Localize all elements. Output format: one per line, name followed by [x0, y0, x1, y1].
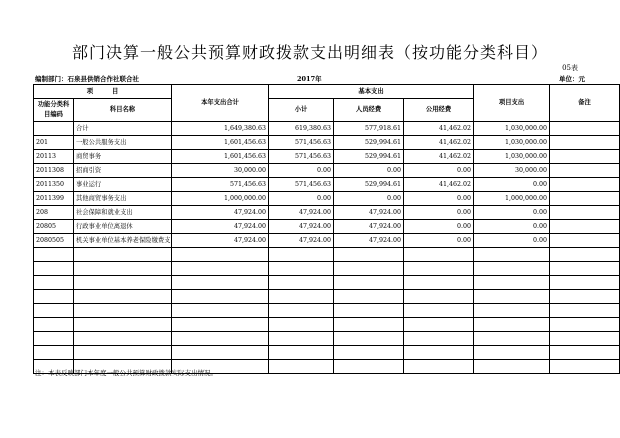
- cell-public: 41,462.02: [404, 150, 474, 164]
- cell-subtotal: 47,924.00: [269, 234, 334, 248]
- empty-row: [34, 290, 620, 304]
- empty-cell: [334, 346, 404, 360]
- cell-remark: [550, 122, 620, 136]
- cell-total: 30,000.00: [172, 164, 269, 178]
- cell-code: 2011350: [34, 178, 74, 192]
- cell-name: 机关事业单位基本养老保险缴费支: [74, 234, 172, 248]
- cell-total: 47,924.00: [172, 206, 269, 220]
- empty-cell: [550, 346, 620, 360]
- empty-row: [34, 262, 620, 276]
- cell-public: 0.00: [404, 206, 474, 220]
- empty-cell: [172, 304, 269, 318]
- empty-cell: [334, 248, 404, 262]
- cell-name: 一般公共服务支出: [74, 136, 172, 150]
- empty-cell: [172, 262, 269, 276]
- cell-remark: [550, 164, 620, 178]
- cell-name: 合计: [74, 122, 172, 136]
- org-label: 编制部门：石泉县供销合作社联合社: [35, 75, 139, 83]
- empty-cell: [74, 318, 172, 332]
- cell-public: 0.00: [404, 164, 474, 178]
- cell-code: 201: [34, 136, 74, 150]
- cell-subtotal: 619,380.63: [269, 122, 334, 136]
- empty-cell: [34, 262, 74, 276]
- empty-cell: [474, 276, 550, 290]
- empty-cell: [74, 332, 172, 346]
- empty-cell: [172, 248, 269, 262]
- empty-cell: [550, 248, 620, 262]
- empty-cell: [474, 318, 550, 332]
- empty-row: [34, 276, 620, 290]
- cell-personnel: 47,924.00: [334, 220, 404, 234]
- cell-name: 社会保障和就业支出: [74, 206, 172, 220]
- empty-cell: [34, 248, 74, 262]
- empty-cell: [334, 332, 404, 346]
- header-public: 公用经费: [404, 99, 474, 122]
- header-basic: 基本支出: [269, 85, 474, 99]
- empty-cell: [474, 248, 550, 262]
- empty-cell: [34, 318, 74, 332]
- cell-remark: [550, 178, 620, 192]
- empty-cell: [34, 290, 74, 304]
- empty-cell: [269, 346, 334, 360]
- empty-cell: [550, 290, 620, 304]
- empty-cell: [550, 360, 620, 374]
- year-label: 2017年: [297, 75, 322, 83]
- table-body: [34, 122, 620, 374]
- cell-subtotal: 571,456.63: [269, 178, 334, 192]
- empty-cell: [74, 276, 172, 290]
- cell-project: 0.00: [474, 206, 550, 220]
- cell-project: 1,000,000.00: [474, 192, 550, 206]
- empty-cell: [474, 360, 550, 374]
- cell-project: 0.00: [474, 178, 550, 192]
- cell-name: 商贸事务: [74, 150, 172, 164]
- cell-total: 47,924.00: [172, 220, 269, 234]
- empty-cell: [550, 318, 620, 332]
- table-row: [34, 150, 620, 164]
- empty-cell: [172, 346, 269, 360]
- cell-personnel: 577,918.61: [334, 122, 404, 136]
- empty-cell: [74, 248, 172, 262]
- empty-cell: [404, 276, 474, 290]
- empty-cell: [172, 290, 269, 304]
- empty-cell: [404, 248, 474, 262]
- empty-cell: [269, 318, 334, 332]
- empty-cell: [474, 346, 550, 360]
- empty-cell: [269, 276, 334, 290]
- cell-personnel: 529,994.61: [334, 150, 404, 164]
- cell-public: 41,462.02: [404, 136, 474, 150]
- cell-code: 2011308: [34, 164, 74, 178]
- cell-public: 0.00: [404, 234, 474, 248]
- header-code: 功能分类科目编码: [34, 99, 74, 122]
- table-row: [34, 234, 620, 248]
- empty-cell: [550, 304, 620, 318]
- footnote: 注：本表反映部门本年度一般公共预算财政拨款实际支出情况。: [35, 369, 217, 377]
- header-total: 本年支出合计: [172, 85, 269, 122]
- empty-row: [34, 318, 620, 332]
- cell-remark: [550, 136, 620, 150]
- header-subtotal: 小计: [269, 99, 334, 122]
- empty-cell: [172, 318, 269, 332]
- empty-cell: [474, 332, 550, 346]
- cell-project: 1,030,000.00: [474, 136, 550, 150]
- empty-cell: [269, 332, 334, 346]
- cell-total: 1,000,000.00: [172, 192, 269, 206]
- empty-cell: [334, 304, 404, 318]
- cell-personnel: 47,924.00: [334, 234, 404, 248]
- cell-subtotal: 571,456.63: [269, 150, 334, 164]
- expenditure-table: [33, 84, 620, 374]
- empty-cell: [172, 332, 269, 346]
- cell-project: 0.00: [474, 234, 550, 248]
- cell-personnel: 0.00: [334, 164, 404, 178]
- empty-cell: [334, 290, 404, 304]
- cell-public: 41,462.02: [404, 178, 474, 192]
- cell-public: 41,462.02: [404, 122, 474, 136]
- empty-cell: [34, 276, 74, 290]
- cell-subtotal: 0.00: [269, 192, 334, 206]
- header-item: 项 目: [34, 85, 172, 99]
- cell-total: 571,456.63: [172, 178, 269, 192]
- cell-remark: [550, 206, 620, 220]
- empty-row: [34, 304, 620, 318]
- empty-cell: [474, 262, 550, 276]
- empty-cell: [550, 262, 620, 276]
- cell-subtotal: 47,924.00: [269, 206, 334, 220]
- cell-remark: [550, 150, 620, 164]
- cell-name: 事业运行: [74, 178, 172, 192]
- empty-cell: [74, 304, 172, 318]
- cell-subtotal: 0.00: [269, 164, 334, 178]
- cell-personnel: 47,924.00: [334, 206, 404, 220]
- empty-cell: [269, 290, 334, 304]
- empty-cell: [550, 276, 620, 290]
- header-personnel: 人员经费: [334, 99, 404, 122]
- empty-cell: [404, 318, 474, 332]
- empty-cell: [34, 332, 74, 346]
- cell-name: 其他商贸事务支出: [74, 192, 172, 206]
- header-remark: 备注: [550, 85, 620, 122]
- table-row: [34, 192, 620, 206]
- cell-subtotal: 47,924.00: [269, 220, 334, 234]
- cell-personnel: 529,994.61: [334, 136, 404, 150]
- cell-code: 20113: [34, 150, 74, 164]
- empty-cell: [269, 248, 334, 262]
- cell-public: 0.00: [404, 192, 474, 206]
- empty-cell: [474, 290, 550, 304]
- cell-project: 30,000.00: [474, 164, 550, 178]
- cell-project: 0.00: [474, 220, 550, 234]
- empty-cell: [404, 360, 474, 374]
- empty-cell: [404, 332, 474, 346]
- cell-public: 0.00: [404, 220, 474, 234]
- empty-row: [34, 346, 620, 360]
- empty-cell: [74, 346, 172, 360]
- empty-cell: [74, 290, 172, 304]
- empty-cell: [404, 346, 474, 360]
- cell-code: 20805: [34, 220, 74, 234]
- cell-total: 1,601,456.63: [172, 136, 269, 150]
- empty-row: [34, 248, 620, 262]
- table-row: [34, 164, 620, 178]
- meta-row: [35, 74, 585, 84]
- cell-personnel: 529,994.61: [334, 178, 404, 192]
- empty-cell: [404, 262, 474, 276]
- cell-project: 1,030,000.00: [474, 122, 550, 136]
- empty-cell: [34, 304, 74, 318]
- empty-cell: [172, 276, 269, 290]
- empty-cell: [334, 276, 404, 290]
- empty-cell: [550, 332, 620, 346]
- form-number: 05表: [562, 64, 578, 72]
- table-row: [34, 178, 620, 192]
- cell-remark: [550, 234, 620, 248]
- empty-cell: [334, 360, 404, 374]
- empty-row: [34, 332, 620, 346]
- header-name: 科目名称: [74, 99, 172, 122]
- unit-label: 单位：元: [559, 75, 585, 83]
- empty-cell: [474, 304, 550, 318]
- empty-cell: [334, 318, 404, 332]
- table-row: [34, 136, 620, 150]
- cell-remark: [550, 220, 620, 234]
- empty-cell: [269, 262, 334, 276]
- cell-code: [34, 122, 74, 136]
- cell-remark: [550, 192, 620, 206]
- empty-cell: [34, 346, 74, 360]
- cell-total: 1,601,456.63: [172, 150, 269, 164]
- cell-subtotal: 571,456.63: [269, 136, 334, 150]
- cell-code: 2080505: [34, 234, 74, 248]
- cell-personnel: 0.00: [334, 192, 404, 206]
- cell-total: 1,649,380.63: [172, 122, 269, 136]
- table-row: [34, 206, 620, 220]
- cell-project: 1,030,000.00: [474, 150, 550, 164]
- empty-cell: [269, 304, 334, 318]
- cell-name: 行政事业单位离退休: [74, 220, 172, 234]
- empty-cell: [269, 360, 334, 374]
- empty-cell: [74, 262, 172, 276]
- cell-total: 47,924.00: [172, 234, 269, 248]
- cell-code: 2011399: [34, 192, 74, 206]
- page-title: 部门决算一般公共预算财政拨款支出明细表（按功能分类科目）: [71, 43, 548, 62]
- table-row: [34, 220, 620, 234]
- header-project: 项目支出: [474, 85, 550, 122]
- cell-name: 招商引资: [74, 164, 172, 178]
- empty-cell: [404, 304, 474, 318]
- empty-cell: [334, 262, 404, 276]
- table-row: [34, 122, 620, 136]
- empty-cell: [404, 290, 474, 304]
- cell-code: 208: [34, 206, 74, 220]
